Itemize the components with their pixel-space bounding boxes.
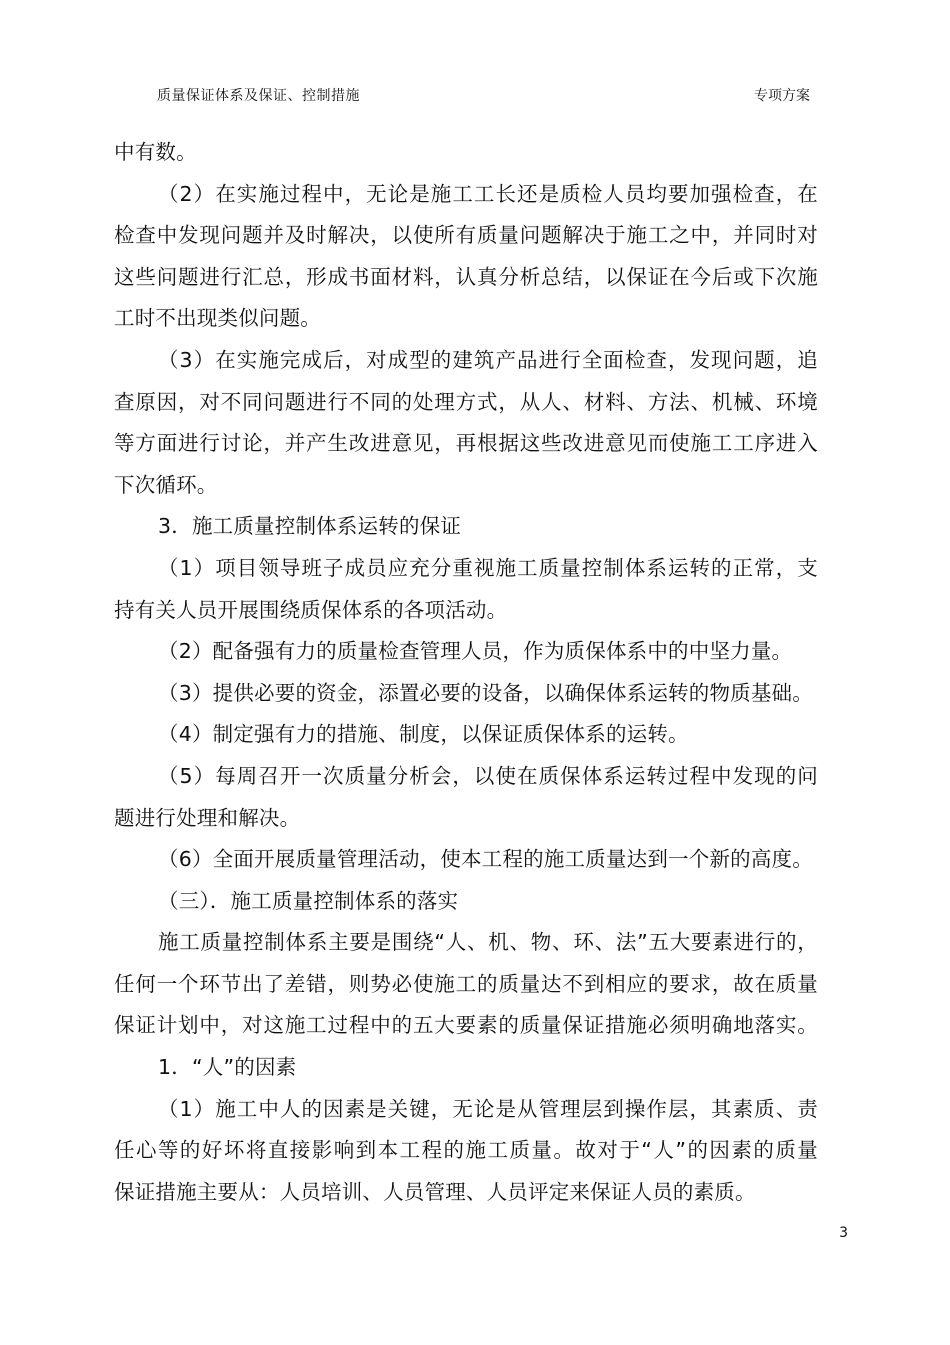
text-line: 查原因，对不同问题进行不同的处理方式，从人、材料、方法、机械、环境 [114,389,818,414]
running-header-section: 专项方案 [754,88,810,104]
text-line: （3）在实施完成后，对成型的建筑产品进行全面检查，发现问题，追 [158,347,818,372]
text-line: （2）在实施过程中，无论是施工工长还是质检人员均要加强检查，在 [158,181,818,206]
text-line: 持有关人员开展围绕质保体系的各项活动。 [114,597,508,622]
text-line: （1）施工中人的因素是关键，无论是从管理层到操作层，其素质、责 [158,1096,818,1121]
text-line: 任心等的好坏将直接影响到本工程的施工质量。故对于“人”的因素的质量 [114,1138,818,1163]
text-line: 施工质量控制体系主要是围绕“人、机、物、环、法”五大要素进行的， [158,930,818,955]
running-header-title: 质量保证体系及保证、控制措施 [157,88,360,104]
text-line: 工时不出现类似问题。 [114,306,321,331]
text-line: （1）项目领导班子成员应充分重视施工质量控制体系运转的正常，支 [158,555,818,580]
text-line: 题进行处理和解决。 [114,805,301,830]
text-line: （3）提供必要的资金，添置必要的设备，以确保体系运转的物质基础。 [158,680,813,705]
text-line: 任何一个环节出了差错，则势必使施工的质量达不到相应的要求，故在质量 [114,971,818,996]
text-line: （4）制定强有力的措施、制度，以保证质保体系的运转。 [158,722,689,747]
text-line: 保证计划中，对这施工过程中的五大要素的质量保证措施必须明确地落实。 [114,1013,818,1038]
text-line: 检查中发现问题并及时解决，以使所有质量问题解决于施工之中，并同时对 [114,223,818,248]
text-line: （6）全面开展质量管理活动，使本工程的施工质量达到一个新的高度。 [158,847,813,872]
section-heading: 3．施工质量控制体系运转的保证 [158,514,462,539]
text-line: 等方面进行讨论，并产生改进意见，再根据这些改进意见而使施工工序进入 [114,431,818,456]
text-line: 下次循环。 [114,472,218,497]
section-heading: （三）．施工质量控制体系的落实 [158,888,459,913]
text-line: 这些问题进行汇总，形成书面材料，认真分析总结，以保证在今后或下次施 [114,264,818,289]
text-line: 中有数。 [114,140,197,164]
section-heading: 1．“人”的因素 [158,1055,297,1080]
text-line: 保证措施主要从：人员培训、人员管理、人员评定来保证人员的素质。 [114,1179,756,1204]
text-line: （5）每周召开一次质量分析会，以使在质保体系运转过程中发现的问 [158,763,818,788]
body-text [114,132,818,1213]
page-number: 3 [839,1225,848,1241]
text-line: （2）配备强有力的质量检查管理人员，作为质保体系中的中坚力量。 [158,639,793,664]
